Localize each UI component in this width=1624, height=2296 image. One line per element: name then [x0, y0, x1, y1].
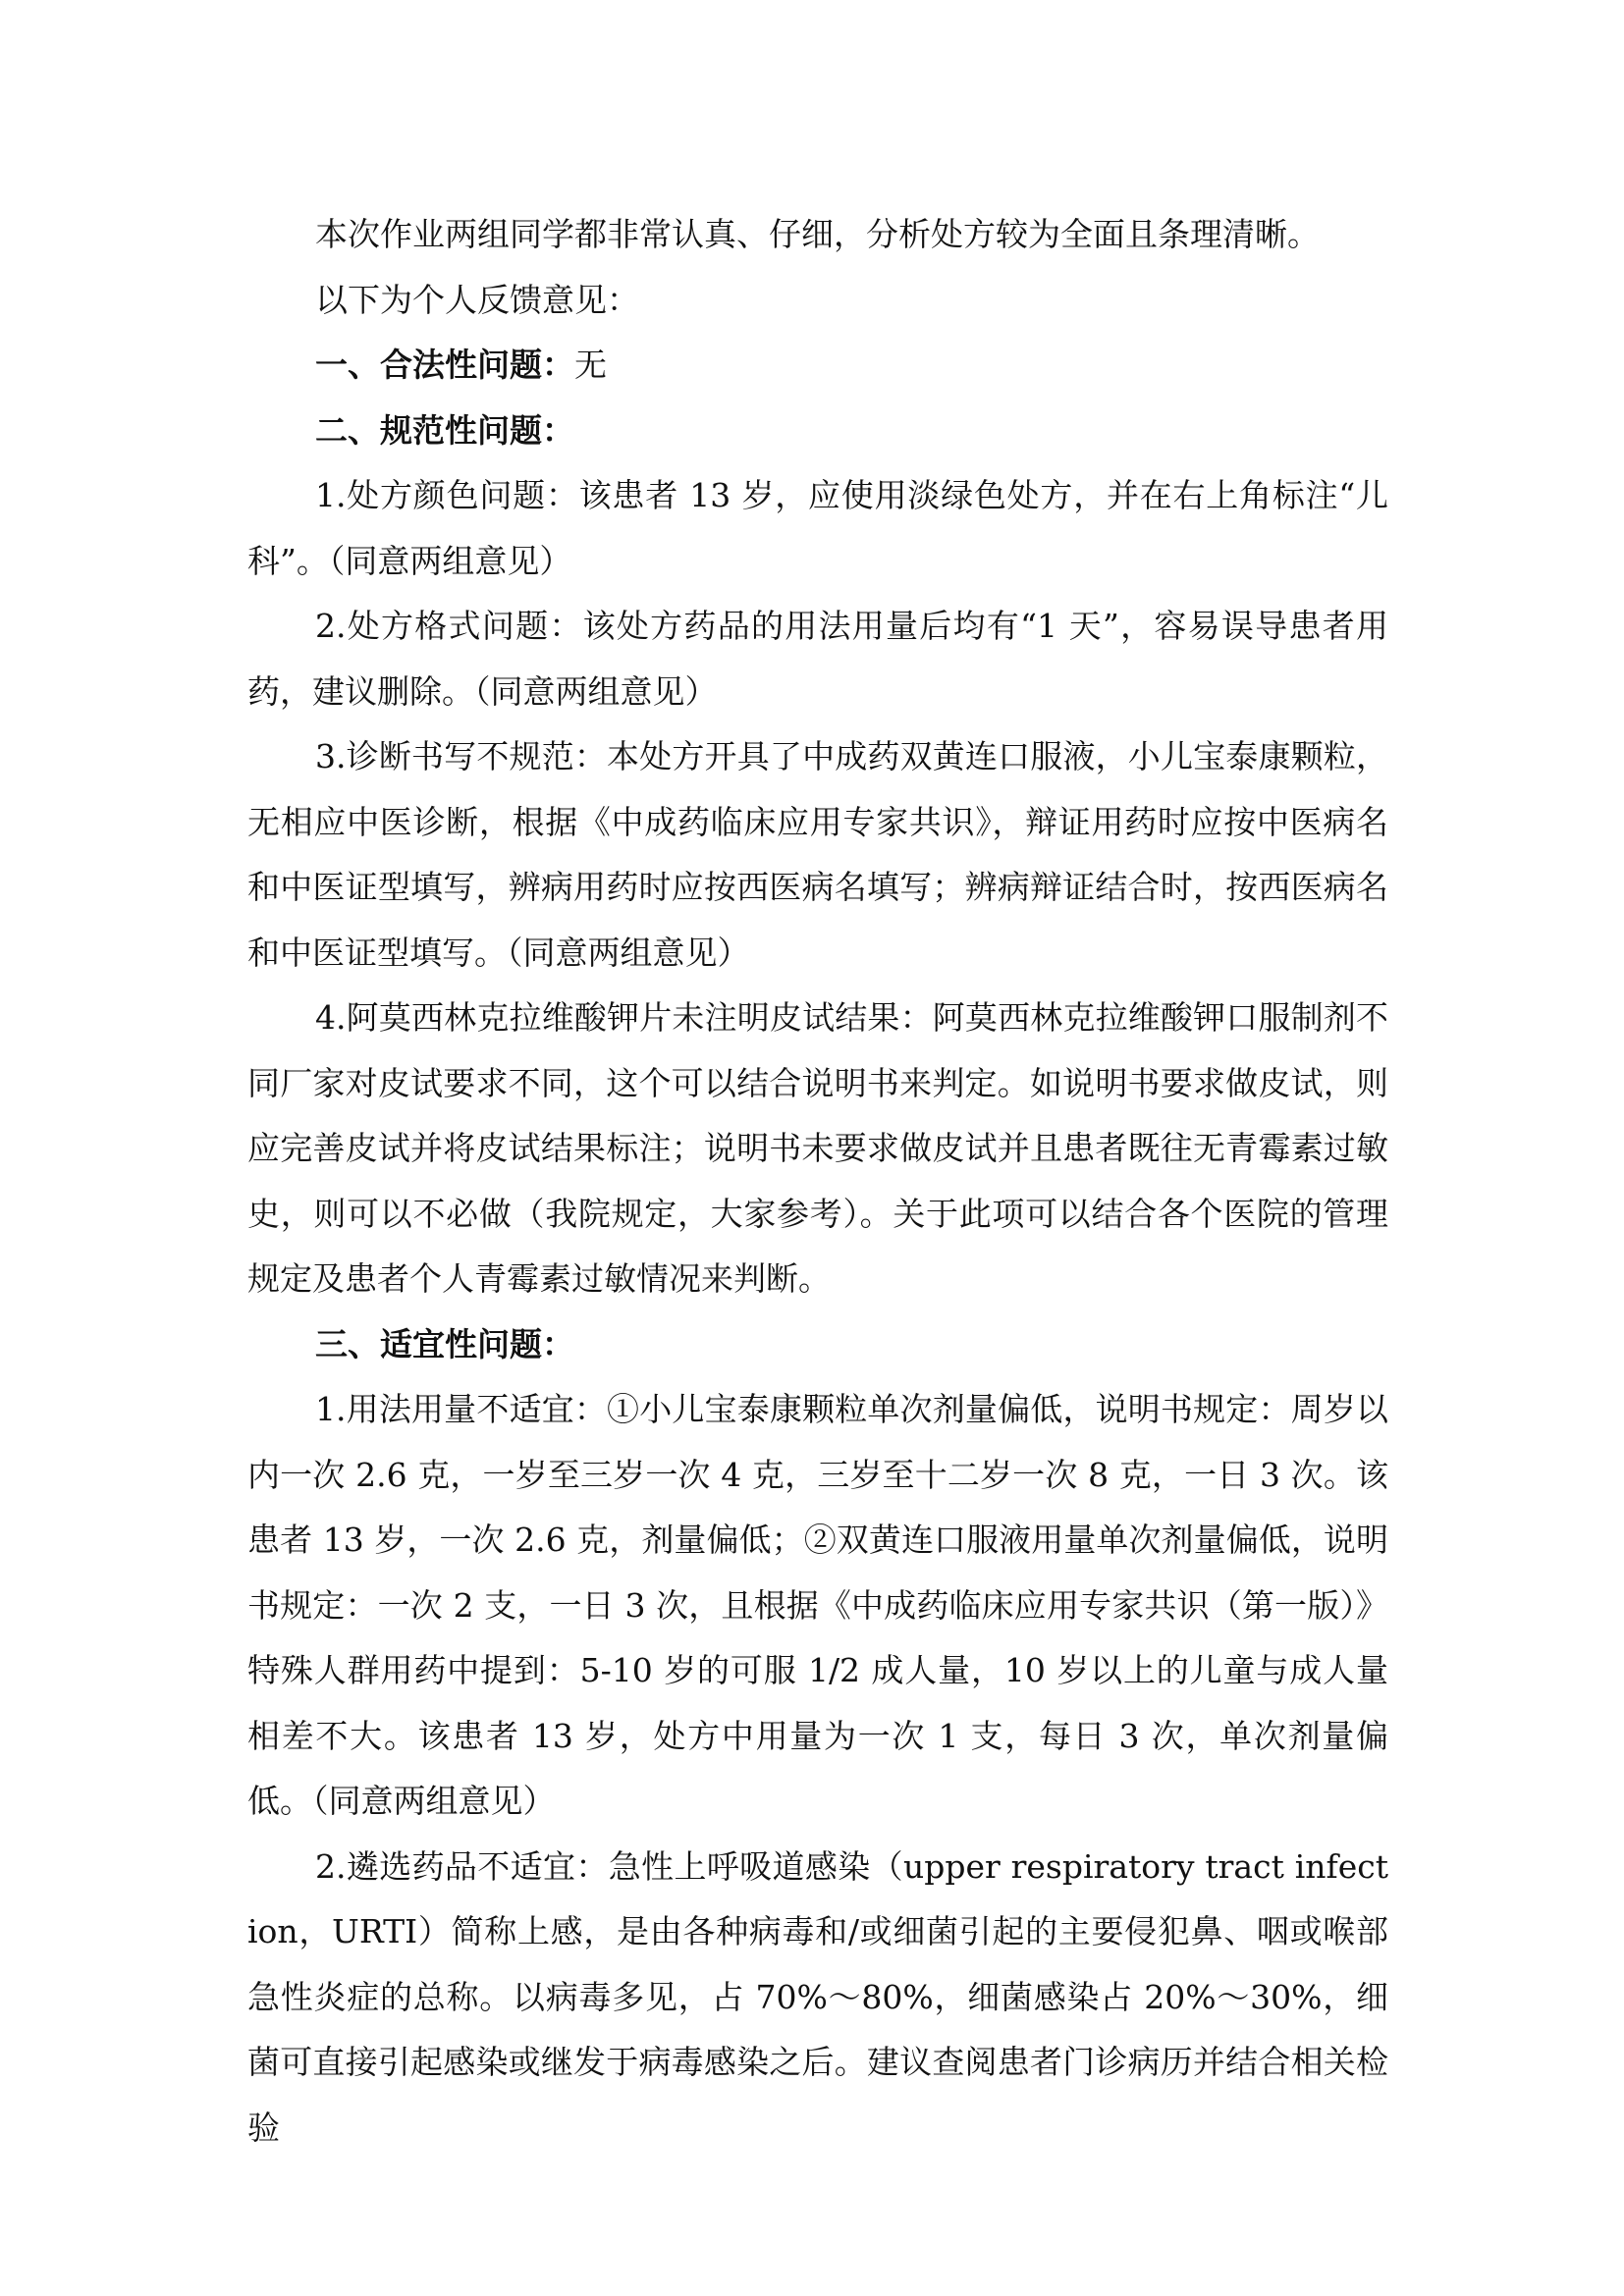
section-heading-legality: 一、合法性问题：	[315, 346, 574, 384]
section-appropriateness	[247, 1312, 1388, 1378]
intro-paragraph: 本次作业两组同学都非常认真、仔细，分析处方较为全面且条理清晰。	[315, 215, 1320, 253]
normativity-item-3: 3.诊断书写不规范：本处方开具了中成药双黄连口服液，小儿宝泰康颗粒，无相应中医诊断，根据《中成药临床应用专家共识》，辩证用药时应按中医病名和中医证型填写，辨病用药时应按西医病名填写；辨病辩证结合时，按西医病名和中医证型填写。（同意两组意见）	[247, 737, 1388, 972]
section-heading-normativity: 二、规范性问题：	[315, 410, 574, 450]
section-heading-appropriateness: 三、适宜性问题：	[315, 1324, 574, 1363]
normativity-item-2: 2.处方格式问题：该处方药品的用法用量后均有“1 天”，容易误导患者用药，建议删除。（同意两组意见）	[247, 607, 1388, 711]
normativity-item-1: 1.处方颜色问题：该患者 13 岁，应使用淡绿色处方，并在右上角标注“儿科”。（同意两组意见）	[247, 476, 1388, 580]
section-legality	[247, 333, 1388, 399]
feedback-intro: 以下为个人反馈意见：	[315, 280, 639, 319]
appropriateness-item-1: 1.用法用量不适宜：①小儿宝泰康颗粒单次剂量偏低，说明书规定：周岁以内一次 2.6 克，一岁至三岁一次 4 克，三岁至十二岁一次 8 克，一日 3 次。该患者 13 岁，一次 2.6 克，剂量偏低；②双黄连口服液用量单次剂量偏低，说明书规定：一次 2 支，一日 3 次，且根据《中成药临床应用专家共识（第一版）》特殊人群用药中提到：5-10 岁的可服 1/2 成人量，10 岁以上的儿童与成人量相差不大。该患者 13 岁，处方中用量为一次 1 支，每日 3 次，单次剂量偏低。（同意两组意见）	[247, 1390, 1388, 1820]
appropriateness-item-2: 2.遴选药品不适宜：急性上呼吸道感染（upper respiratory tract infection，URTI）简称上感，是由各种病毒和/或细菌引起的主要侵犯鼻、咽或喉部急性炎症的总称。以病毒多见，占 70%～80%，细菌感染占 20%～30%，细菌可直接引起感染或继发于病毒感染之后。建议查阅患者门诊病历并结合相关检验	[247, 1846, 1388, 2147]
document-page	[247, 202, 1388, 2161]
section-legality-text: 无	[574, 346, 607, 384]
section-normativity	[247, 399, 1388, 464]
normativity-item-4: 4.阿莫西林克拉维酸钾片未注明皮试结果：阿莫西林克拉维酸钾口服制剂不同厂家对皮试要求不同，这个可以结合说明书来判定。如说明书要求做皮试，则应完善皮试并将皮试结果标注；说明书未要求做皮试并且患者既往无青霉素过敏史，则可以不必做（我院规定，大家参考）。关于此项可以结合各个医院的管理规定及患者个人青霉素过敏情况来判断。	[247, 998, 1388, 1298]
